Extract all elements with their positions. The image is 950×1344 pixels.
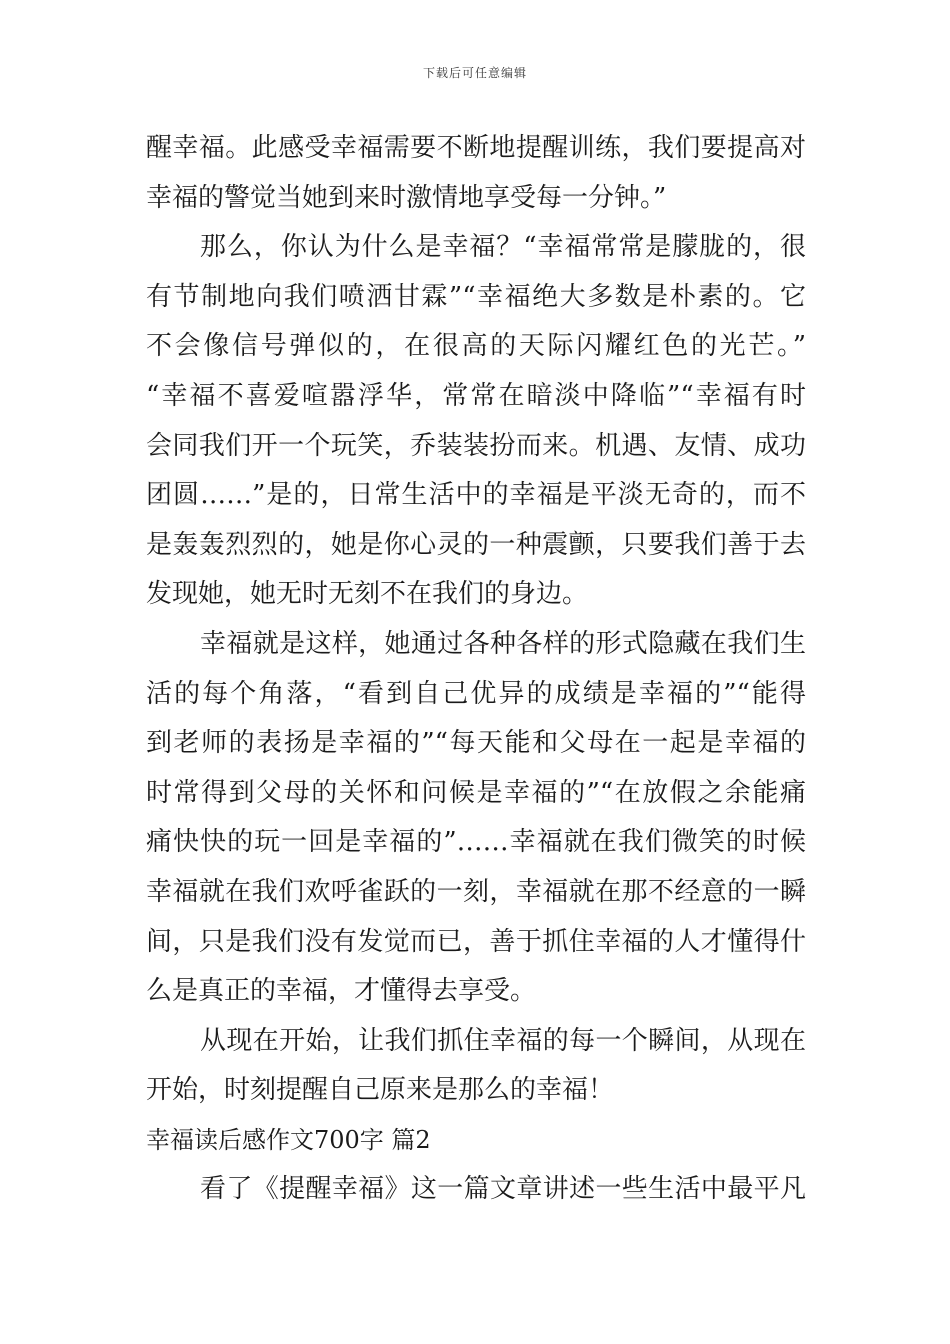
text-line: 幸福就在我们欢呼雀跃的一刻，幸福就在那不经意的一瞬 <box>146 876 806 907</box>
text-line: 活的每个角落，“看到自己优异的成绩是幸福的”“能得 <box>146 678 806 709</box>
text-line: 会同我们开一个玩笑，乔装装扮而来。机遇、友情、成功 <box>146 430 806 461</box>
text-line: 从现在开始，让我们抓住幸福的每一个瞬间，从现在 <box>200 1025 806 1056</box>
page-header-note: 下载后可任意编辑 <box>422 66 527 80</box>
text-line: 幸福的警觉当她到来时激情地享受每一分钟。” <box>146 182 667 213</box>
text-line: 醒幸福。此感受幸福需要不断地提醒训练，我们要提高对 <box>146 133 806 163</box>
text-line: 是轰轰烈烈的，她是你心灵的一种震颤，只要我们善于去 <box>146 529 806 560</box>
text-line: 时常得到父母的关怀和问候是幸福的”“在放假之余能痛 <box>146 777 806 808</box>
text-line: 团圆……”是的，日常生活中的幸福是平淡无奇的，而不 <box>146 480 806 511</box>
text-line: 发现她，她无时无刻不在我们的身边。 <box>146 579 589 610</box>
text-line: 有节制地向我们喷洒甘霖”“幸福绝大多数是朴素的。它 <box>146 281 806 312</box>
text-line: 那么，你认为什么是幸福？“幸福常常是朦胧的，很 <box>200 232 806 263</box>
text-line: 痛快快的玩一回是幸福的”……幸福就在我们微笑的时候 <box>146 827 806 858</box>
text-line: 间，只是我们没有发觉而已，善于抓住幸福的人才懂得什 <box>146 926 806 957</box>
text-line: 不会像信号弹似的，在很高的天际闪耀红色的光芒。” <box>146 331 806 362</box>
section-heading: 幸福读后感作文700字 篇2 <box>146 1125 431 1154</box>
text-line: 到老师的表扬是幸福的”“每天能和父母在一起是幸福的 <box>146 728 806 759</box>
text-line: 么是真正的幸福，才懂得去享受。 <box>146 976 537 1007</box>
document-body <box>146 124 806 1215</box>
text-line: 开始，时刻提醒自己原来是那么的幸福！ <box>146 1075 615 1106</box>
text-line: 幸福就是这样，她通过各种各样的形式隐藏在我们生 <box>200 628 806 659</box>
text-line: “幸福不喜爱喧嚣浮华，常常在暗淡中降临”“幸福有时 <box>146 380 806 411</box>
text-line: 看了《提醒幸福》这一篇文章讲述一些生活中最平凡 <box>200 1174 806 1205</box>
